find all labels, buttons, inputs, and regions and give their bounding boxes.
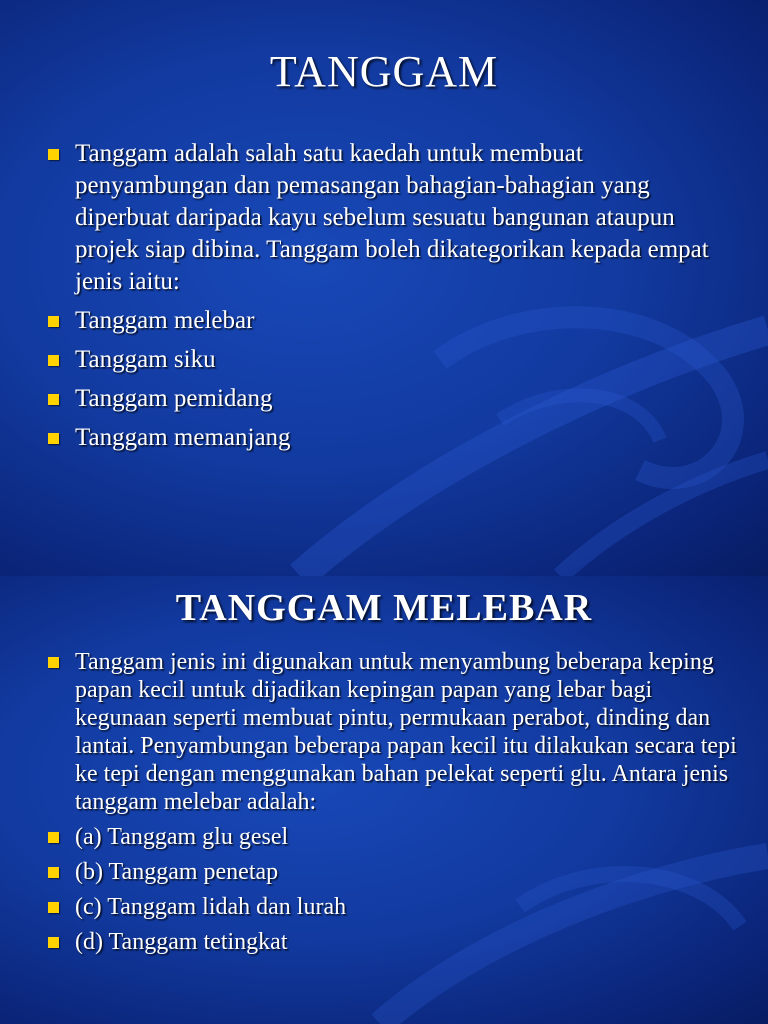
list-item — [48, 383, 738, 415]
list-item — [48, 858, 738, 886]
bullet-square-icon — [48, 657, 59, 668]
slide-2-bullet-list — [48, 648, 738, 963]
slide-1-title: TANGGAM — [269, 47, 499, 96]
bullet-square-icon — [48, 937, 59, 948]
list-item — [48, 138, 738, 298]
bullet-text: (d) Tanggam tetingkat — [75, 929, 288, 955]
slide-1-bullet-list — [48, 138, 738, 461]
bullet-square-icon — [48, 867, 59, 878]
bullet-square-icon — [48, 149, 59, 160]
list-item — [48, 893, 738, 921]
bullet-text: Tanggam adalah salah satu kaedah untuk membuat penyambungan dan pemasangan bahagian-bahagian yang diperbuat daripada kayu sebelum sesuatu bangunan ataupun projek siap dibina. Tanggam boleh dikategorikan kepada empat jenis iaitu: — [75, 140, 709, 295]
bullet-text: Tanggam memanjang — [75, 424, 291, 451]
bullet-square-icon — [48, 832, 59, 843]
bullet-square-icon — [48, 316, 59, 327]
bullet-text: (c) Tanggam lidah dan lurah — [75, 894, 347, 920]
bullet-text: Tanggam melebar — [75, 307, 255, 334]
list-item — [48, 823, 738, 851]
list-item — [48, 344, 738, 376]
list-item — [48, 305, 738, 337]
list-item — [48, 422, 738, 454]
bullet-square-icon — [48, 394, 59, 405]
list-item — [48, 928, 738, 956]
bullet-text: Tanggam jenis ini digunakan untuk menyambung beberapa keping papan kecil untuk dijadikan kepingan papan yang lebar bagi kegunaan seperti membuat pintu, permukaan perabot, dinding dan lantai. Penyambungan beberapa papan kecil itu dilakukan secara tepi ke tepi dengan menggunakan bahan pelekat seperti glu. Antara jenis tanggam melebar adalah: — [75, 649, 737, 815]
bullet-square-icon — [48, 433, 59, 444]
list-item — [48, 648, 738, 816]
slide-2-title: TANGGAM MELEBAR — [175, 587, 593, 629]
slide-2 — [0, 576, 768, 1024]
bullet-square-icon — [48, 902, 59, 913]
bullet-text: Tanggam pemidang — [75, 385, 273, 412]
bullet-text: Tanggam siku — [75, 346, 216, 373]
bullet-text: (b) Tanggam penetap — [75, 859, 279, 885]
bullet-square-icon — [48, 355, 59, 366]
bullet-text: (a) Tanggam glu gesel — [75, 824, 289, 850]
